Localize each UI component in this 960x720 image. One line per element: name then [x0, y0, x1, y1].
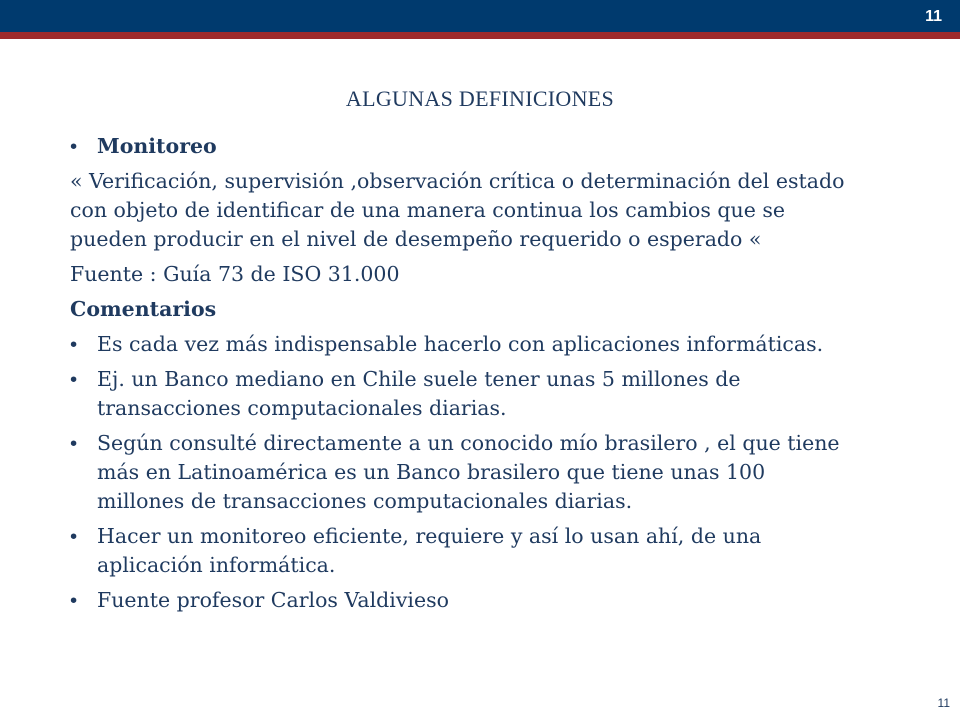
list-item — [70, 365, 850, 423]
comment-text: Ej. un Banco mediano en Chile suele tener unas 5 millones de transacciones computacionales diarias. — [97, 367, 741, 420]
bullet-icon: • — [70, 525, 78, 548]
comment-text: Es cada vez más indispensable hacerlo con aplicaciones informáticas. — [97, 332, 824, 356]
bullet-icon: • — [70, 333, 78, 356]
bullet-icon: • — [70, 432, 78, 455]
term-row — [70, 132, 850, 161]
comment-text: Según consulté directamente a un conocido mío brasilero , el que tiene más en Latinoamérica es un Banco brasilero que tiene unas 100 millones de transacciones computacionales diarias. — [97, 431, 840, 513]
bullet-icon: • — [70, 135, 78, 158]
list-item — [70, 522, 850, 580]
source-text: Fuente : Guía 73 de ISO 31.000 — [70, 262, 400, 286]
header-bar — [0, 0, 960, 32]
list-item — [70, 586, 850, 615]
list-item — [70, 429, 850, 516]
header-accent-stripe — [0, 32, 960, 39]
footer-page-number: 11 — [937, 696, 950, 710]
comment-text: Fuente profesor Carlos Valdivieso — [97, 588, 449, 612]
list-item — [70, 330, 850, 359]
term-heading: Monitoreo — [97, 134, 217, 158]
comments-list — [70, 330, 850, 615]
comments-heading: Comentarios — [70, 297, 217, 321]
comment-text: Hacer un monitoreo eficiente, requiere y así lo usan ahí, de una aplicación informática. — [97, 524, 762, 577]
definition-text: « Verificación, supervisión ,observación crítica o determinación del estado con objeto de identificar de una manera continua los cambios que se pueden producir en el nivel de desempeño requerido o esperado « — [70, 169, 845, 251]
bullet-icon: • — [70, 589, 78, 612]
slide-title: ALGUNAS DEFINICIONES — [345, 86, 615, 111]
slide-content — [70, 132, 850, 621]
header-page-number: 11 — [925, 8, 942, 25]
bullet-icon: • — [70, 368, 78, 391]
